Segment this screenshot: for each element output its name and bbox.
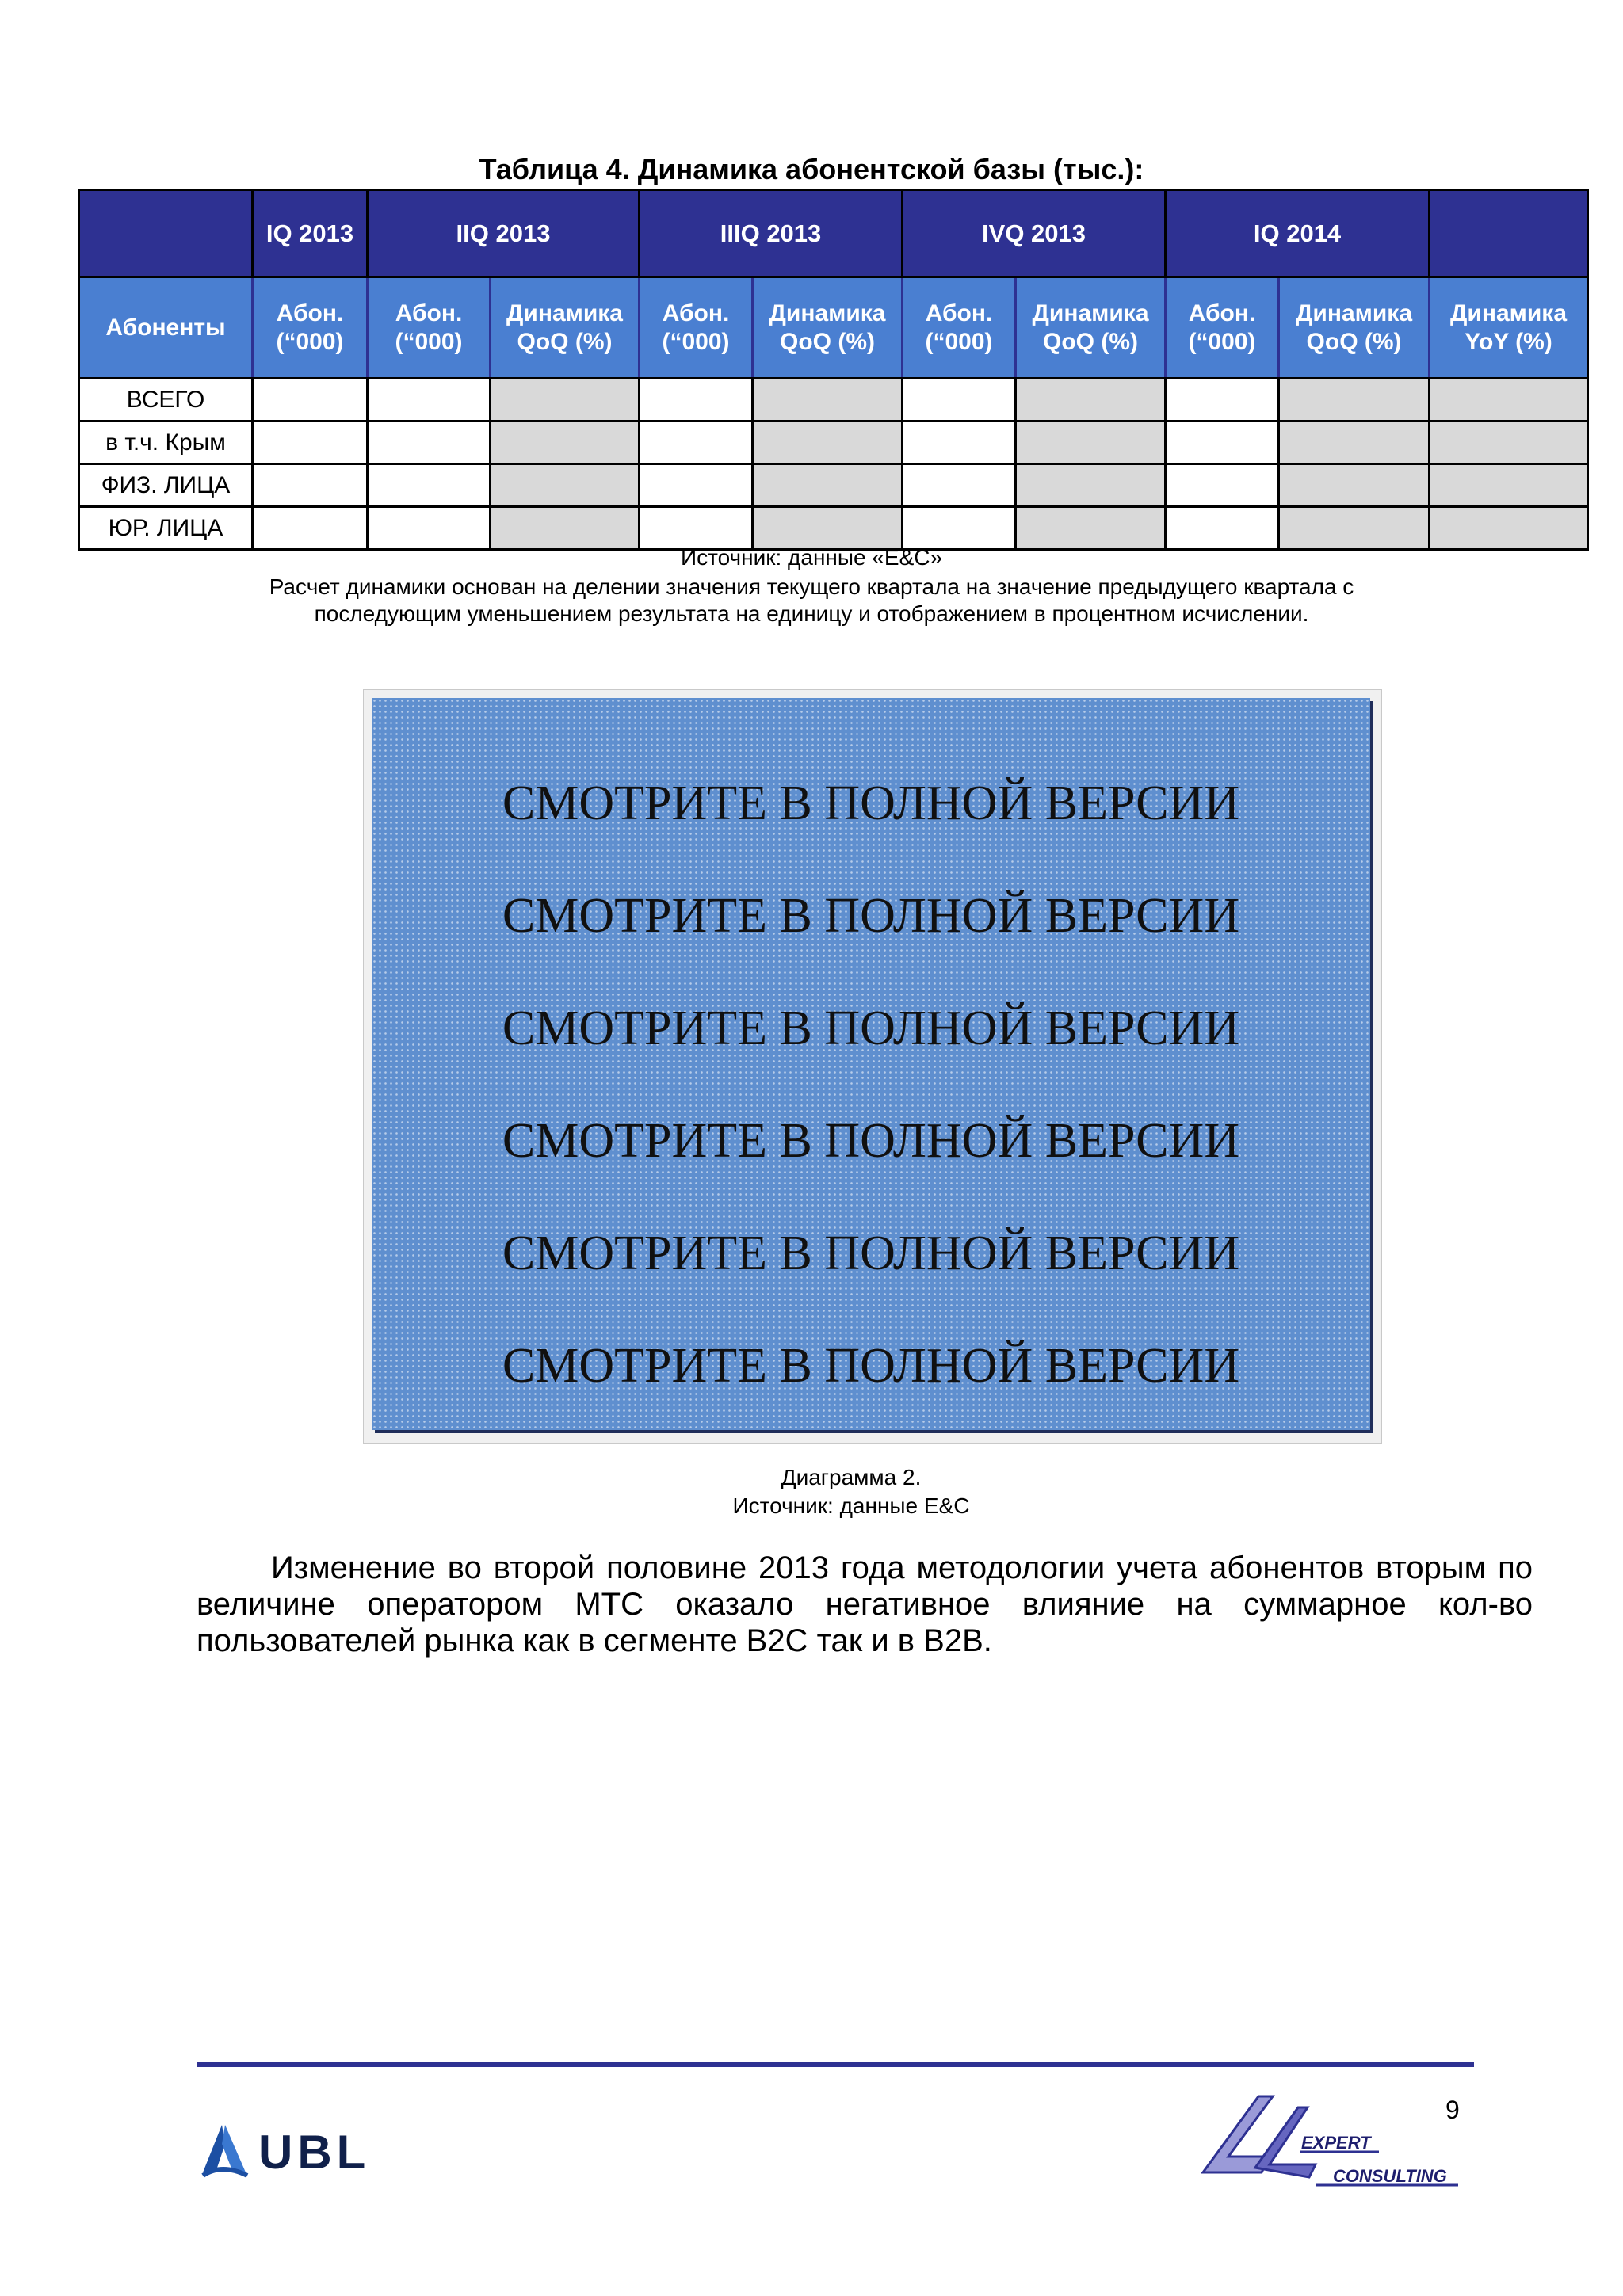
header-yoy: Динамика YoY (%) <box>1430 277 1588 379</box>
cell <box>491 379 640 421</box>
watermark-text: СМОТРИТЕ В ПОЛНОЙ ВЕРСИИ <box>502 1114 1240 1168</box>
cell <box>1430 379 1588 421</box>
cell <box>640 464 753 507</box>
ec-logo-text-line1: EXPERT <box>1301 2133 1371 2153</box>
header-empty-left <box>79 190 253 277</box>
diagram-area <box>372 698 1370 1430</box>
table-row <box>79 421 1588 464</box>
table-title: Таблица 4. Динамика абонентской базы (тыс.): <box>479 153 1144 185</box>
cell <box>253 464 368 507</box>
cell <box>1430 421 1588 464</box>
cell <box>1166 379 1279 421</box>
cell <box>753 507 903 550</box>
row-label-legal-entities: ЮР. ЛИЦА <box>79 507 253 550</box>
cell <box>368 464 491 507</box>
header-period-iiq2013: IIQ 2013 <box>368 190 640 277</box>
cell <box>253 507 368 550</box>
diagram-caption: Диаграмма 2. <box>781 1465 922 1489</box>
watermark-text: СМОТРИТЕ В ПОЛНОЙ ВЕРСИИ <box>502 776 1240 830</box>
cell <box>1430 507 1588 550</box>
row-label-crimea: в т.ч. Крым <box>79 421 253 464</box>
header-period-iq2013: IQ 2013 <box>253 190 368 277</box>
cell <box>1166 464 1279 507</box>
cell <box>1016 507 1166 550</box>
cell <box>1166 507 1279 550</box>
row-label-total: ВСЕГО <box>79 379 253 421</box>
cell <box>368 379 491 421</box>
watermark-text: СМОТРИТЕ В ПОЛНОЙ ВЕРСИИ <box>502 889 1240 943</box>
footer-rule <box>197 2062 1474 2067</box>
cell <box>1166 421 1279 464</box>
cell <box>491 464 640 507</box>
ec-logo-text-line2: CONSULTING <box>1333 2166 1447 2186</box>
header-subs-count: Абон. (“000) <box>1166 277 1279 379</box>
cell <box>1279 379 1430 421</box>
header-empty-right <box>1430 190 1588 277</box>
ubl-logo <box>198 2120 412 2183</box>
cell <box>253 379 368 421</box>
header-subscribers: Абоненты <box>79 277 253 379</box>
subscribers-table <box>78 189 1589 551</box>
header-period-ivq2013: IVQ 2013 <box>903 190 1166 277</box>
header-qoq: Динамика QoQ (%) <box>491 277 640 379</box>
table-source: Источник: данные «E&C» <box>680 545 943 570</box>
row-label-individuals: ФИЗ. ЛИЦА <box>79 464 253 507</box>
header-period-iq2014: IQ 2014 <box>1166 190 1430 277</box>
cell <box>640 379 753 421</box>
diagram-placeholder <box>363 689 1382 1444</box>
cell <box>903 421 1016 464</box>
method-note-line2: последующим уменьшением результата на единицу и отображением в процентном исчислении. <box>314 601 1309 626</box>
watermark-text: СМОТРИТЕ В ПОЛНОЙ ВЕРСИИ <box>502 1339 1240 1393</box>
header-subs-count: Абон. (“000) <box>368 277 491 379</box>
header-qoq: Динамика QoQ (%) <box>753 277 903 379</box>
method-note-line1: Расчет динамики основан на делении значения текущего квартала на значение предыдущего квартала с <box>269 574 1354 599</box>
cell <box>753 421 903 464</box>
watermark-text: СМОТРИТЕ В ПОЛНОЙ ВЕРСИИ <box>502 1001 1240 1055</box>
cell <box>253 421 368 464</box>
cell <box>640 507 753 550</box>
watermark-text: СМОТРИТЕ В ПОЛНОЙ ВЕРСИИ <box>502 1226 1240 1280</box>
cell <box>491 507 640 550</box>
header-period-iiiq2013: IIIQ 2013 <box>640 190 903 277</box>
header-subs-count: Абон. (“000) <box>253 277 368 379</box>
ubl-logo-text: UBL <box>258 2126 371 2179</box>
cell <box>640 421 753 464</box>
table-row <box>79 379 1588 421</box>
cell <box>1016 379 1166 421</box>
body-paragraph: Изменение во второй половине 2013 года методологии учета абонентов вторым по величине оператором МТС оказало негативное влияние на суммарное кол-во пользователей рынка как в сегменте B2C так и в B2B. <box>197 1550 1533 1658</box>
page-number: 9 <box>1445 2096 1460 2124</box>
header-subs-count: Абон. (“000) <box>640 277 753 379</box>
cell <box>903 379 1016 421</box>
table-row <box>79 464 1588 507</box>
table-row <box>79 507 1588 550</box>
cell <box>1279 464 1430 507</box>
cell <box>1016 421 1166 464</box>
header-qoq: Динамика QoQ (%) <box>1279 277 1430 379</box>
cell <box>903 464 1016 507</box>
cell <box>1430 464 1588 507</box>
cell <box>1016 464 1166 507</box>
diagram-source: Источник: данные E&C <box>732 1493 970 1518</box>
cell <box>368 507 491 550</box>
expert-consulting-logo <box>1197 2092 1466 2203</box>
cell <box>753 464 903 507</box>
cell <box>753 379 903 421</box>
cell <box>1279 421 1430 464</box>
cell <box>903 507 1016 550</box>
header-subs-count: Абон. (“000) <box>903 277 1016 379</box>
cell <box>491 421 640 464</box>
cell <box>368 421 491 464</box>
header-qoq: Динамика QoQ (%) <box>1016 277 1166 379</box>
cell <box>1279 507 1430 550</box>
